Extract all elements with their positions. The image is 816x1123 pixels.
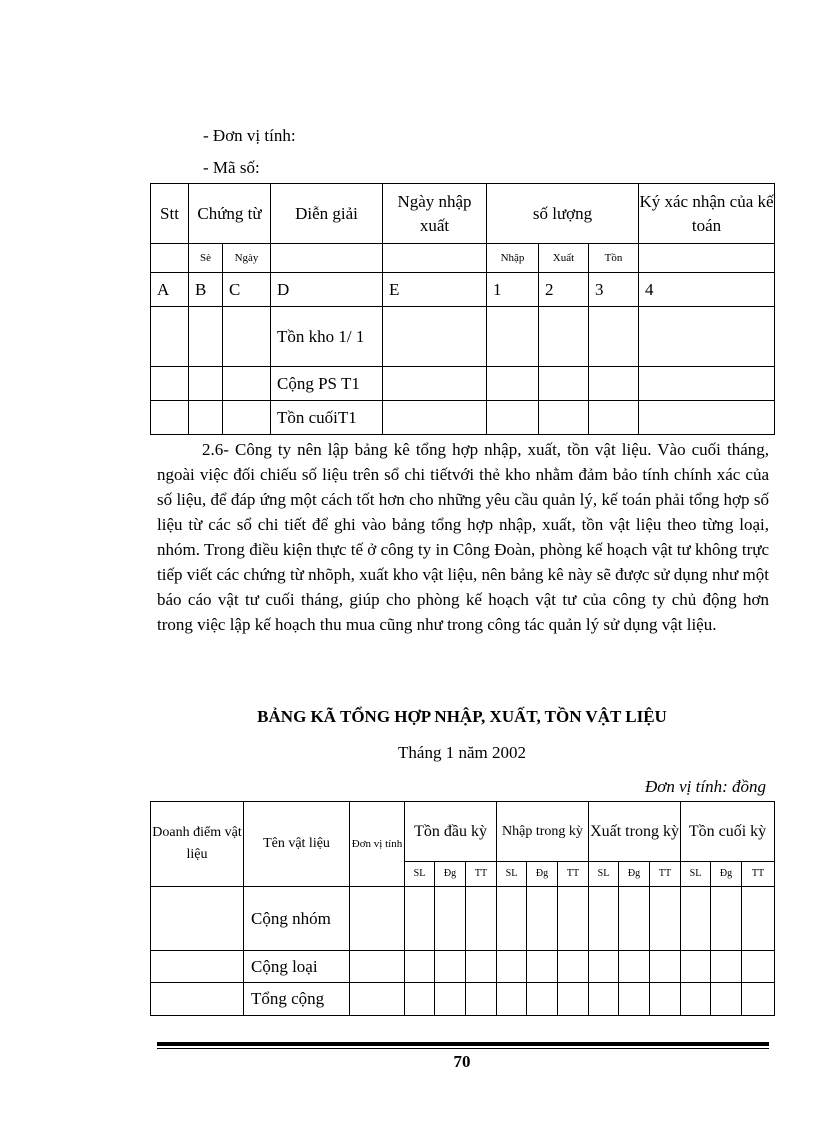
table-row	[151, 367, 775, 401]
header-in: Nhập trong kỳ	[497, 802, 589, 862]
sub-tt: TT	[466, 862, 497, 887]
code-cell: B	[189, 273, 223, 307]
code-cell: E	[383, 273, 487, 307]
body-paragraph: 2.6- Công ty nên lập bảng kê tổng hợp nhập, xuất, tồn vật liệu. Vào cuối tháng, ngoài việc đối chiếu số liệu trên sổ chi tiếtvới thẻ kho nhằm đảm bảo tính chính xác của số liệu, để đáp ứng một cách tốt hơn cho những yêu cầu quản lý, kế toán phải tổng hợp số liệu từ các sổ chi tiết để ghi vào bảng tổng hợp nhập, xuất, tồn vật liệu theo từng loại, nhóm. Trong điều kiện thực tế ở công ty in Công Đoàn, phòng kế hoạch vật tư không trực tiếp viết các chứng từ nhõph, xuất kho vật liệu, nên bảng kê này sẽ được sử dụng như một báo cáo vật tư cuối tháng, giúp cho phòng kế hoạch vật tư của công ty chủ động hơn trong việc lập kế hoạch thu mua cũng như trong công tác quản lý sử dụng vật liệu.	[157, 440, 769, 634]
header-sign: Ký xác nhận của kế toán	[639, 184, 775, 244]
table-row	[151, 951, 775, 983]
sub-tt: TT	[650, 862, 681, 887]
sub-dg: Đg	[711, 862, 742, 887]
sub-voucher-date: Ngày	[223, 244, 271, 273]
sub-sl: SL	[681, 862, 711, 887]
table-row	[151, 983, 775, 1016]
footer-rule-thick	[157, 1042, 769, 1046]
header-closing: Tồn cuối kỳ	[681, 802, 775, 862]
header-description: Diễn giải	[271, 184, 383, 244]
header-opening: Tồn đầu kỳ	[405, 802, 497, 862]
header-date: Ngày nhập xuất	[383, 184, 487, 244]
summary-subtitle: Tháng 1 năm 2002	[398, 743, 526, 762]
code-cell: 2	[539, 273, 589, 307]
stock-card-table	[150, 183, 775, 435]
header-out: Xuất trong kỳ	[589, 802, 681, 862]
code-cell: 4	[639, 273, 775, 307]
table-row	[151, 887, 775, 951]
footer-rule-thin	[157, 1048, 769, 1049]
header-unit: Đơn vị tính	[350, 802, 405, 887]
code-cell: 1	[487, 273, 539, 307]
sub-dg: Đg	[619, 862, 650, 887]
unit-label: - Đơn vị tính:	[203, 126, 296, 145]
header-voucher: Chứng từ	[189, 184, 271, 244]
page-number: 70	[453, 1052, 471, 1071]
summary-table	[150, 801, 775, 1016]
sub-out: Xuất	[539, 244, 589, 273]
header-material-code: Doanh điểm vật liệu	[151, 802, 244, 887]
sub-tt: TT	[558, 862, 589, 887]
code-cell: D	[271, 273, 383, 307]
row-label: Tổng cộng	[244, 983, 350, 1016]
table-row	[151, 307, 775, 367]
code-label: - Mã số:	[203, 158, 260, 177]
sub-in: Nhập	[487, 244, 539, 273]
row-label: Tồn kho 1/ 1	[271, 307, 383, 367]
code-cell: 3	[589, 273, 639, 307]
header-stt: Stt	[151, 184, 189, 244]
sub-dg: Đg	[435, 862, 466, 887]
table-row	[151, 401, 775, 435]
header-material-name: Tên vật liệu	[244, 802, 350, 887]
row-label: Cộng nhóm	[244, 887, 350, 951]
code-cell: A	[151, 273, 189, 307]
row-label: Cộng PS T1	[271, 367, 383, 401]
header-quantity: số lượng	[487, 184, 639, 244]
summary-unit: Đơn vị tính: đồng	[645, 777, 766, 796]
sub-voucher-number: Sè	[189, 244, 223, 273]
row-label: Cộng loại	[244, 951, 350, 983]
sub-sl: SL	[589, 862, 619, 887]
summary-title: BẢNG KÃ TỔNG HỢP NHẬP, XUẤT, TỒN VẬT LIỆU	[257, 707, 667, 726]
code-cell: C	[223, 273, 271, 307]
sub-dg: Đg	[527, 862, 558, 887]
row-label: Tồn cuốiT1	[271, 401, 383, 435]
sub-sl: SL	[497, 862, 527, 887]
sub-tt: TT	[742, 862, 775, 887]
sub-sl: SL	[405, 862, 435, 887]
sub-stock: Tồn	[589, 244, 639, 273]
